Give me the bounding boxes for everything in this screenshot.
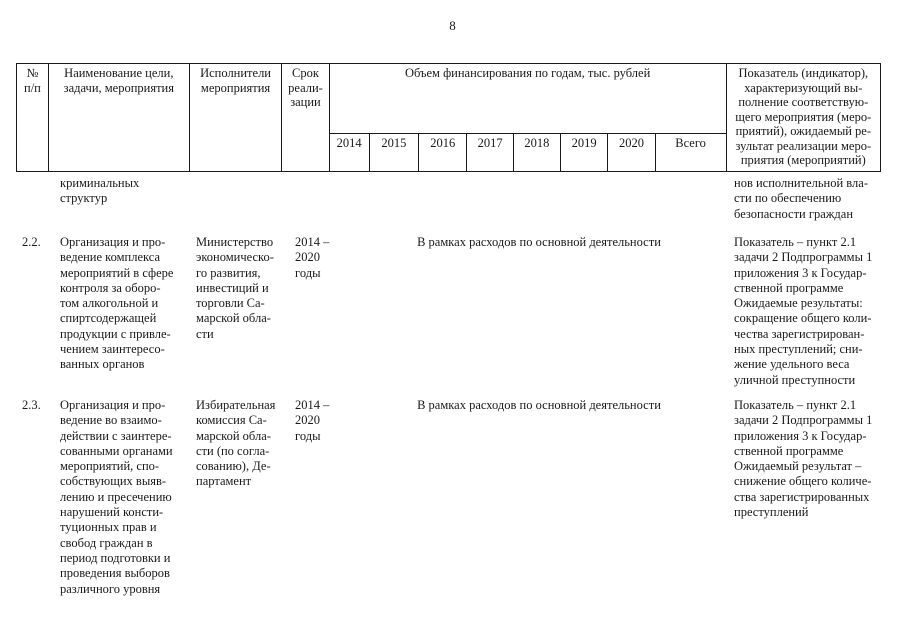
row-2-3-name: Организация и про- ведение во взаимо- действии с заинтере- сованными органами мероприятий, спо- собствующих выяв- лению и пресечению нарушений консти- туционных прав и свобод граждан в период подготовки и проведения выборов различного уровня	[60, 398, 173, 596]
header-year-2019: 2019	[561, 134, 608, 172]
row-2-2-name: Организация и про- ведение комплекса мероприятий в сфере контроля за оборо- том алкогольной и спиртсодержащей продукции с привле- чением заинтересо- ванных органов	[60, 235, 174, 372]
header-name: Наименование цели, задачи, мероприятия	[48, 64, 189, 172]
header-year-2020: 2020	[608, 134, 655, 172]
header-num: № п/п	[17, 64, 49, 172]
header-funding: Объем финансирования по годам, тыс. рублей	[329, 64, 726, 134]
header-year-2014: 2014	[329, 134, 369, 172]
header-year-2018: 2018	[513, 134, 560, 172]
row-2-3-executors: Избирательная комиссия Са- марской обла- сти (по согла- сованию), Де- партамент	[196, 398, 276, 489]
row-2-3-num: 2.3.	[22, 398, 41, 412]
continuation-name: криминальных структур	[60, 176, 140, 206]
row-2-2-indicator: Показатель – пункт 2.1 задачи 2 Подпрограммы 1 приложения 3 к Государ- ственной программе Ожидаемые результаты: сокращение общего коли- чества зарегистрирован- ных преступлений; сни- жение удельного веса уличной преступности	[734, 235, 873, 387]
header-year-2016: 2016	[419, 134, 467, 172]
header-term: Срок реали- зации	[282, 64, 329, 172]
page-number: 8	[449, 18, 456, 33]
header-year-2017: 2017	[467, 134, 513, 172]
row-2-3-term: 2014 – 2020 годы	[295, 398, 330, 443]
header-total: Всего	[655, 134, 726, 172]
row-2-2-executors: Министерство экономическо- го развития, инвестиций и торговли Са- марской обла- сти	[196, 235, 274, 341]
table-header	[16, 63, 881, 172]
header-year-2015: 2015	[369, 134, 418, 172]
continuation-indicator: нов исполнительной вла- сти по обеспечению безопасности граждан	[734, 176, 868, 221]
row-2-3-funding: В рамках расходов по основной деятельности	[417, 398, 661, 412]
header-executors: Исполнители мероприятия	[189, 64, 282, 172]
header-indicator: Показатель (индикатор), характеризующий вы- полнение соответствую- щего мероприятия (меро- приятий), ожидаемый ре- зультат реализации меро- приятия (мероприятий)	[726, 64, 880, 172]
row-2-3-indicator: Показатель – пункт 2.1 задачи 2 Подпрограммы 1 приложения 3 к Государ- ственной программе Ожидаемый результат – снижение общего количе- ства зарегистрированных преступлений	[734, 398, 873, 520]
row-2-2-term: 2014 – 2020 годы	[295, 235, 330, 280]
row-2-2-num: 2.2.	[22, 235, 41, 249]
row-2-2-funding: В рамках расходов по основной деятельности	[417, 235, 661, 249]
